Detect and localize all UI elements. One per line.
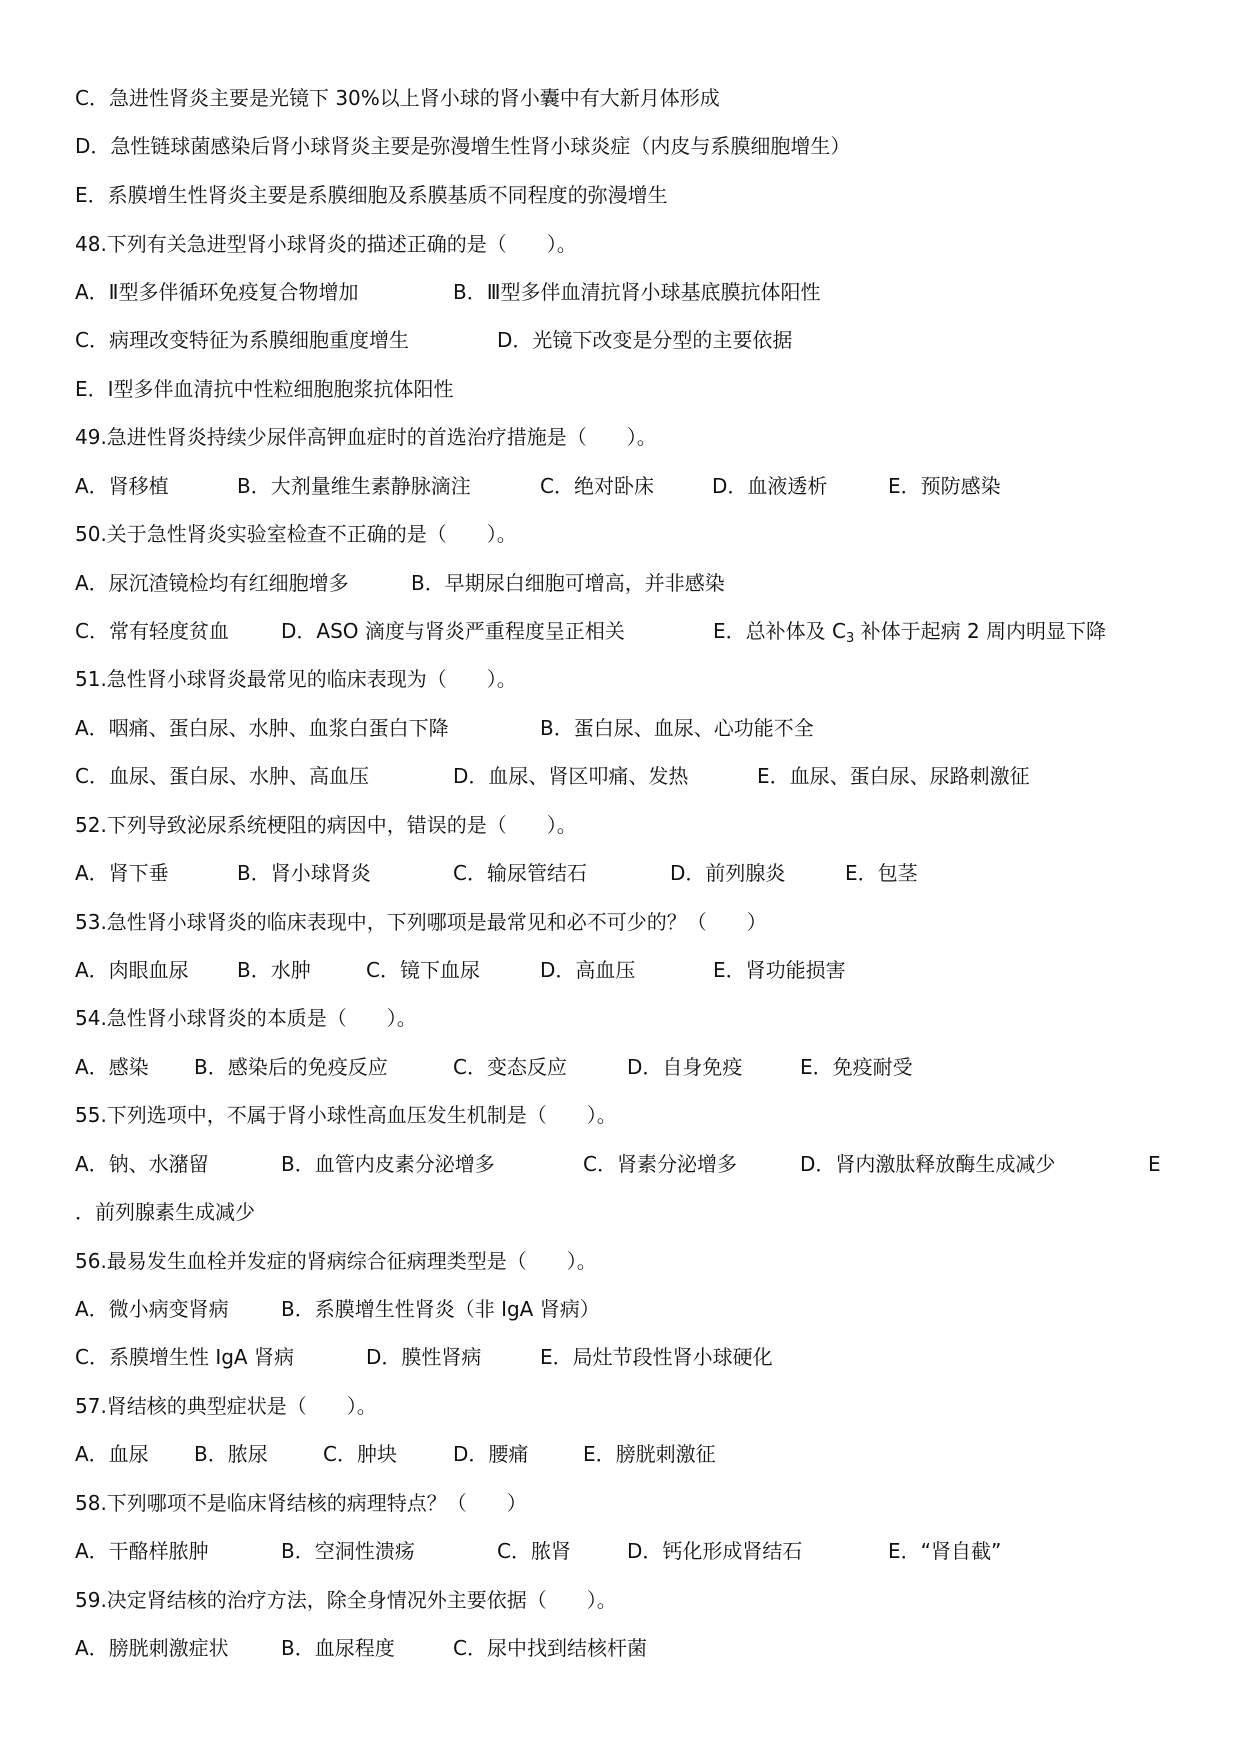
option-c: C．肿块 (323, 1442, 397, 1466)
option-b: B．水肿 (237, 958, 311, 982)
option-b: B．大剂量维生素静脉滴注 (237, 474, 471, 498)
question-53 (0, 904, 1241, 940)
question-text: 49.急进性肾炎持续少尿伴高钾血症时的首选治疗措施是（ ）。 (75, 425, 657, 449)
option-d: D．光镜下改变是分型的主要依据 (497, 328, 793, 352)
option-e-tail: 补体于起病 2 周内明显下降 (854, 619, 1107, 643)
option-c: C．绝对卧床 (540, 474, 654, 498)
option-e-text: E．总补体及 C (713, 619, 846, 643)
option-e: E．血尿、蛋白尿、尿路刺激征 (757, 764, 1030, 788)
text-line: E．系膜增生性肾炎主要是系膜细胞及系膜基质不同程度的弥漫增生 (75, 183, 668, 207)
options-51-row1 (0, 710, 1241, 746)
option-e: E．“肾自截” (888, 1539, 1002, 1563)
option-a: A．尿沉渣镜检均有红细胞增多 (75, 571, 349, 595)
options-57 (0, 1436, 1241, 1472)
option-b: B．感染后的免疫反应 (194, 1055, 388, 1079)
option-a: A．肾移植 (75, 474, 169, 498)
option-e (713, 613, 1106, 657)
option-b: B．系膜增生性肾炎（非 IgA 肾病） (281, 1297, 600, 1321)
option-a: A．干酪样脓肿 (75, 1539, 209, 1563)
question-58 (0, 1485, 1241, 1521)
option-a: A．血尿 (75, 1442, 149, 1466)
option-c: C．变态反应 (453, 1055, 567, 1079)
question-50 (0, 516, 1241, 552)
question-text: 59.决定肾结核的治疗方法，除全身情况外主要依据（ ）。 (75, 1588, 617, 1612)
question-text: 55.下列选项中，不属于肾小球性高血压发生机制是（ ）。 (75, 1103, 617, 1127)
options-48-row1 (0, 274, 1241, 310)
option-a: A．钠、水潴留 (75, 1152, 209, 1176)
question-text: 50.关于急性肾炎实验室检查不正确的是（ ）。 (75, 522, 517, 546)
question-text: 57.肾结核的典型症状是（ ）。 (75, 1394, 377, 1418)
question-text: 54.急性肾小球肾炎的本质是（ ）。 (75, 1006, 417, 1030)
question-text: 56.最易发生血栓并发症的肾病综合征病理类型是（ ）。 (75, 1249, 597, 1273)
option-a: A．感染 (75, 1055, 149, 1079)
option-c: C．常有轻度贫血 (75, 619, 229, 643)
option-e: E．膀胱刺激征 (583, 1442, 716, 1466)
answer-option-line (0, 128, 1241, 164)
text-line: D．急性链球菌感染后肾小球肾炎主要是弥漫增生性肾小球炎症（内皮与系膜细胞增生） (75, 134, 851, 158)
options-55-row2 (0, 1194, 1241, 1230)
options-55-row1 (0, 1146, 1241, 1182)
option-e: E．肾功能损害 (713, 958, 846, 982)
option-e-text: ．前列腺素生成减少 (75, 1200, 255, 1224)
option-a: A．Ⅱ型多伴循环免疫复合物增加 (75, 280, 359, 304)
options-52 (0, 855, 1241, 891)
question-49 (0, 419, 1241, 455)
option-d: D．膜性肾病 (366, 1345, 482, 1369)
option-b: B．肾小球肾炎 (237, 861, 371, 885)
options-48-row2 (0, 322, 1241, 358)
option-b: B．血管内皮素分泌增多 (281, 1152, 495, 1176)
options-49 (0, 468, 1241, 504)
options-56-row1 (0, 1291, 1241, 1327)
answer-option-line (0, 80, 1241, 116)
question-56 (0, 1243, 1241, 1279)
option-d: D．血尿、肾区叩痛、发热 (453, 764, 689, 788)
options-51-row2 (0, 758, 1241, 794)
option-e-label: E (1148, 1152, 1161, 1176)
option-b: B．空洞性溃疡 (281, 1539, 415, 1563)
option-d: D．肾内激肽释放酶生成减少 (800, 1152, 1056, 1176)
option-e: E．免疫耐受 (800, 1055, 913, 1079)
option-c: C．病理改变特征为系膜细胞重度增生 (75, 328, 409, 352)
option-c: C．脓肾 (497, 1539, 571, 1563)
question-text: 52.下列导致泌尿系统梗阻的病因中，错误的是（ ）。 (75, 813, 577, 837)
question-text: 48.下列有关急进型肾小球肾炎的描述正确的是（ ）。 (75, 232, 577, 256)
question-text: 58.下列哪项不是临床肾结核的病理特点？（ ） (75, 1491, 527, 1515)
option-a: A．膀胱刺激症状 (75, 1636, 229, 1660)
subscript-3: 3 (845, 631, 855, 646)
question-48 (0, 226, 1241, 262)
option-c: C．系膜增生性 IgA 肾病 (75, 1345, 294, 1369)
options-53 (0, 952, 1241, 988)
question-59 (0, 1582, 1241, 1618)
option-d: D．高血压 (540, 958, 636, 982)
option-c: C．尿中找到结核杆菌 (453, 1636, 647, 1660)
option-b: B．早期尿白细胞可增高，并非感染 (411, 571, 725, 595)
option-c: C．肾素分泌增多 (583, 1152, 737, 1176)
question-51 (0, 661, 1241, 697)
options-50-row2 (0, 613, 1241, 649)
option-b: B．脓尿 (194, 1442, 268, 1466)
question-text: 53.急性肾小球肾炎的临床表现中，下列哪项是最常见和必不可少的？（ ） (75, 910, 767, 934)
option-b: B．血尿程度 (281, 1636, 395, 1660)
text-line: C．急进性肾炎主要是光镜下 30%以上肾小球的肾小囊中有大新月体形成 (75, 86, 720, 110)
option-a: A．肉眼血尿 (75, 958, 189, 982)
option-a: A．微小病变肾病 (75, 1297, 229, 1321)
option-d: D．前列腺炎 (670, 861, 786, 885)
question-54 (0, 1000, 1241, 1036)
option-d: D．血液透析 (712, 474, 828, 498)
options-59 (0, 1630, 1241, 1666)
question-52 (0, 807, 1241, 843)
options-58 (0, 1533, 1241, 1569)
option-d: D．自身免疫 (627, 1055, 743, 1079)
option-b: B．Ⅲ型多伴血清抗肾小球基底膜抗体阳性 (453, 280, 821, 304)
option-b: B．蛋白尿、血尿、心功能不全 (540, 716, 814, 740)
option-e: E．包茎 (845, 861, 918, 885)
option-e: E．预防感染 (888, 474, 1001, 498)
options-54 (0, 1049, 1241, 1085)
option-c: C．血尿、蛋白尿、水肿、高血压 (75, 764, 369, 788)
option-d: D．钙化形成肾结石 (627, 1539, 803, 1563)
options-48-row3 (0, 371, 1241, 407)
option-d: D．腰痛 (453, 1442, 529, 1466)
option-a: A．咽痛、蛋白尿、水肿、血浆白蛋白下降 (75, 716, 449, 740)
option-c: C．镜下血尿 (366, 958, 480, 982)
answer-option-line (0, 177, 1241, 213)
options-50-row1 (0, 565, 1241, 601)
option-a: A．肾下垂 (75, 861, 169, 885)
option-c: C．输尿管结石 (453, 861, 587, 885)
option-e: E．Ⅰ型多伴血清抗中性粒细胞胞浆抗体阳性 (75, 377, 454, 401)
question-55 (0, 1097, 1241, 1133)
question-57 (0, 1388, 1241, 1424)
option-d: D．ASO 滴度与肾炎严重程度呈正相关 (281, 619, 625, 643)
question-text: 51.急性肾小球肾炎最常见的临床表现为（ ）。 (75, 667, 517, 691)
options-56-row2 (0, 1339, 1241, 1375)
option-e: E．局灶节段性肾小球硬化 (540, 1345, 773, 1369)
